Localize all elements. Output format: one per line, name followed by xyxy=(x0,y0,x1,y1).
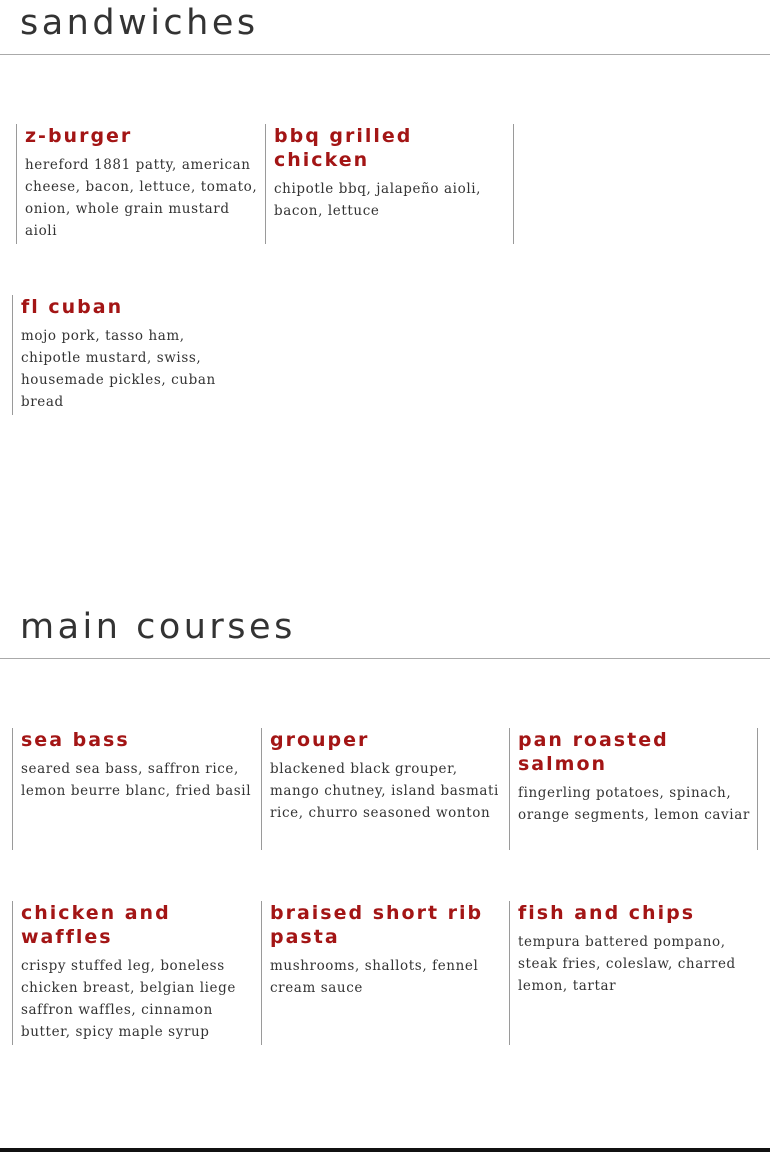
menu-item-fish-and-chips xyxy=(509,901,758,1045)
item-name: bbq grilled chicken xyxy=(274,125,413,171)
item-description: seared sea bass, saffron rice, lemon beurre blanc, fried basil xyxy=(21,761,252,799)
menu-item-pan-roasted-salmon xyxy=(509,728,758,850)
section-title-main-courses: main courses xyxy=(20,607,296,647)
item-description: fingerling potatoes, spinach, orange segments, lemon caviar xyxy=(518,785,750,823)
item-name: fl cuban xyxy=(21,296,124,318)
menu-item-bbq-grilled-chicken xyxy=(265,124,514,244)
item-name: pan roasted salmon xyxy=(518,729,669,775)
menu-item-sea-bass xyxy=(12,728,261,850)
item-description: mushrooms, shallots, fennel cream sauce xyxy=(270,958,479,996)
item-description: hereford 1881 patty, american cheese, bacon, lettuce, tomato, onion, whole grain mustard aioli xyxy=(25,157,258,239)
item-name: fish and chips xyxy=(518,902,696,924)
menu-item-chicken-and-waffles xyxy=(12,901,261,1045)
item-name: braised short rib pasta xyxy=(270,902,484,948)
item-name: z-burger xyxy=(25,125,133,147)
section-divider xyxy=(0,54,770,55)
section-title-sandwiches: sandwiches xyxy=(20,3,259,43)
menu-item-z-burger xyxy=(16,124,265,244)
item-name: chicken and waffles xyxy=(21,902,171,948)
item-description: chipotle bbq, jalapeño aioli, bacon, lettuce xyxy=(274,181,482,219)
item-name: grouper xyxy=(270,729,370,751)
menu-item-fl-cuban xyxy=(12,295,247,415)
item-description: blackened black grouper, mango chutney, island basmati rice, churro seasoned wonton xyxy=(270,761,499,821)
item-description: mojo pork, tasso ham, chipotle mustard, swiss, housemade pickles, cuban bread xyxy=(21,328,216,410)
menu-item-grouper xyxy=(261,728,509,850)
item-description: crispy stuffed leg, boneless chicken breast, belgian liege saffron waffles, cinnamon butter, spicy maple syrup xyxy=(21,958,236,1040)
item-description: tempura battered pompano, steak fries, coleslaw, charred lemon, tartar xyxy=(518,934,736,994)
section-divider xyxy=(0,658,770,659)
page-bottom-border xyxy=(0,1148,770,1152)
item-name: sea bass xyxy=(21,729,130,751)
menu-item-braised-short-rib-pasta xyxy=(261,901,509,1045)
